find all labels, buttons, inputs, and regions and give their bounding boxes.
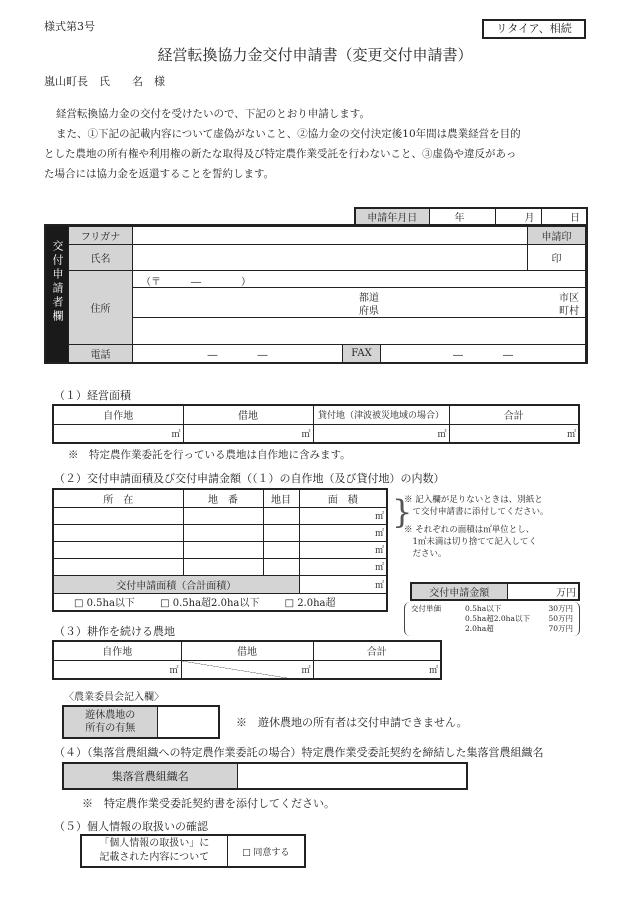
parcel-row[interactable]: ㎡ [53,558,387,575]
agree-checkbox[interactable]: □ 同意する [227,835,305,867]
farm-area-table: 自作地 借地 貸付地（津波被災地域の場合） 合計 ㎡ ㎡ ㎡ ㎡ [52,404,580,444]
name-field[interactable] [133,245,528,271]
committee-note: ※ 遊休農地の所有者は交付申請できません。 [236,716,468,729]
collective-org-table: 集落営農組織名 [62,762,468,790]
total-area-label: 交付申請面積（合計面積） [53,575,299,593]
privacy-table: 「個人情報の取扱い」に 記載された内容について □ 同意する [80,834,306,868]
section5-title: （５）個人情報の取扱いの確認 [54,820,208,833]
date-day[interactable]: 日 [541,208,587,225]
continued-farming-table: 自作地 借地 合計 ㎡ ㎡ ㎡ [52,640,442,680]
section1-note: ※ 特定農作業委託を行っている農地は自作地に含みます。 [68,449,351,461]
date-month[interactable]: 月 [495,208,541,225]
form-number: 様式第3号 [44,20,95,33]
postal-code: （〒 ― ） [141,277,251,288]
fax-field[interactable]: ― ― [381,345,586,363]
page-title: 経営転換協力金交付申請書（変更交付申請書） [157,46,473,64]
continued-total-area[interactable]: ㎡ [313,660,441,679]
continued-own-area[interactable]: ㎡ [53,660,181,679]
section2-notes: ※ 記入欄が足りないときは、別紙と て交付申請書に添付してください。 ※ それぞれの面積は㎡単位とし、 1㎡未満は切り捨てて記入してく ださい。 [404,495,549,559]
address-label: 住所 [69,271,133,345]
section4-note: ※ 特定農作業受委託契約書を添付してください。 [82,797,335,810]
section3-title: （３）耕作を続ける農地 [54,625,175,638]
leased-land-area[interactable]: ㎡ [183,424,313,443]
area-checkboxes[interactable]: □ 0.5ha以下 □ 0.5ha超2.0ha以下 □ 2.0ha超 [53,593,387,611]
category-badge: リタイア、相続 [482,19,586,39]
rate-box: 交付単価 0.5ha以下 30万円 0.5ha超2.0ha以下 50万円 2.0ha超 70万円 [404,602,580,636]
fax-label: FAX [343,345,381,363]
applicant-block [44,224,588,364]
collective-org-field[interactable] [237,763,467,789]
grant-amount-field[interactable]: 万円 [507,583,579,600]
continued-lease-area[interactable]: ㎡ [181,660,313,679]
section2-title: （２）交付申請面積及び交付申請金額（（１）の自作地（及び貸付地）の内数） [54,472,445,485]
parcel-row[interactable]: ㎡ [53,507,387,524]
own-land-area[interactable]: ㎡ [53,424,183,443]
furigana-field[interactable] [133,227,528,245]
lent-land-area[interactable]: ㎡ [313,424,449,443]
addressee: 嵐山町長 氏 名 様 [44,75,165,88]
committee-label: 〈農業委員会記入欄〉 [64,692,164,703]
grant-amount-table: 交付申請金額 万円 [410,582,580,601]
idle-land-field[interactable] [157,706,219,738]
section4-title: （４）（集落営農組織への特定農作業委託の場合）特定農作業受委託契約を締結した集落営農組織名 [54,746,544,759]
name-label: 氏名 [69,245,133,271]
idle-land-table: 遊休農地の 所有の有無 [62,705,220,739]
applicant-side-label: 交付申請者欄 [46,226,68,362]
seal-header: 申請印 [528,227,586,245]
parcel-row[interactable]: ㎡ [53,541,387,558]
parcel-row[interactable]: ㎡ [53,524,387,541]
section1-title: （１）経営面積 [54,389,131,402]
date-year[interactable]: 年 [429,208,495,225]
total-area-field[interactable]: ㎡ [299,575,387,593]
phone-field[interactable]: ― ― [133,345,343,363]
total-area[interactable]: ㎡ [449,424,579,443]
date-label: 申請年月日 [355,208,429,225]
seal-field[interactable]: 印 [528,245,586,271]
intro-text: 経営転換協力金の交付を受けたいので、下記のとおり申請します。 また、①下記の記載内容について虚偽がないこと、②協力金の交付決定後10年間は農業経営を目的 とした農地の所有権や利用権の新たな取得及び特定農作業受託を行わないこと、③虚偽や違反があっ た場合には協力金を返還することを誓約します。 [44,108,521,180]
applicant-table [68,226,586,363]
land-parcel-table: 所 在 地 番 地目 面 積 ㎡ ㎡ ㎡ ㎡ 交付申請面積（合計面積） ㎡ □ 0.5ha以下 □ 0.5ha超2.0ha以下 □ 2.0ha超 [52,488,388,612]
phone-label: 電話 [69,345,133,363]
furigana-label: フリガナ [69,227,133,245]
address-field[interactable]: （〒 ― ） 都道 府県 市区 町村 [133,271,586,345]
